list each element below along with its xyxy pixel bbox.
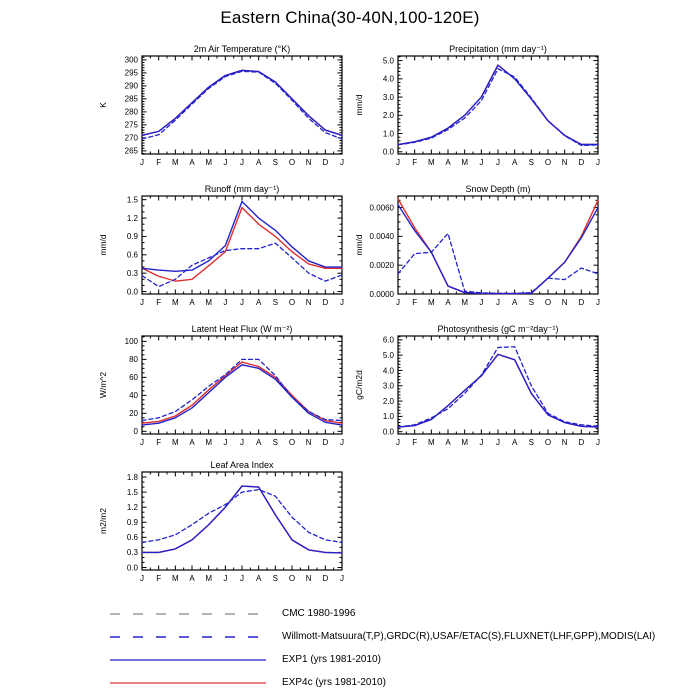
y-tick-labels (370, 203, 395, 298)
svg-text:M: M (205, 574, 213, 583)
svg-text:0.3: 0.3 (126, 268, 138, 278)
svg-text:J: J (340, 298, 344, 307)
series-exp4c-line (142, 486, 342, 553)
svg-text:M: M (171, 438, 179, 447)
x-tick-labels (140, 158, 344, 167)
svg-text:M: M (461, 438, 469, 447)
svg-text:S: S (272, 438, 279, 447)
svg-text:0.6: 0.6 (126, 533, 138, 543)
svg-text:J: J (340, 574, 344, 583)
svg-text:F: F (156, 158, 162, 167)
svg-text:J: J (396, 158, 400, 167)
svg-text:O: O (288, 298, 296, 307)
y-axis-label: mm/d (354, 234, 364, 256)
svg-text:1.2: 1.2 (126, 502, 138, 512)
svg-text:0.0: 0.0 (382, 147, 394, 157)
panel-latent-heat-flux (96, 322, 348, 462)
svg-text:N: N (561, 298, 568, 307)
panel-title: 2m Air Temperature (°K) (193, 44, 291, 54)
svg-text:S: S (528, 298, 535, 307)
svg-text:0.9: 0.9 (126, 518, 138, 528)
series-exp1-line (142, 202, 342, 272)
svg-text:270: 270 (124, 133, 138, 143)
svg-text:J: J (240, 298, 244, 307)
svg-text:275: 275 (124, 120, 138, 130)
svg-text:285: 285 (124, 94, 138, 104)
svg-text:J: J (396, 438, 400, 447)
svg-text:J: J (240, 158, 244, 167)
svg-text:A: A (445, 298, 451, 307)
svg-text:2.0: 2.0 (382, 396, 394, 406)
svg-text:A: A (255, 438, 262, 447)
series-exp4c-line (142, 70, 342, 135)
svg-text:0.0060: 0.0060 (369, 203, 394, 213)
y-axis-label: m2/m2 (98, 508, 108, 534)
svg-text:O: O (544, 438, 552, 447)
svg-text:D: D (578, 158, 585, 167)
svg-text:F: F (156, 574, 162, 583)
svg-text:O: O (288, 574, 296, 583)
svg-text:J: J (479, 298, 484, 307)
svg-text:M: M (461, 298, 469, 307)
x-tick-labels (396, 298, 600, 307)
series-exp1-line (398, 205, 598, 294)
svg-text:N: N (305, 298, 312, 307)
legend-item (108, 625, 668, 648)
series-exp4c-line (398, 65, 598, 144)
chart-photosynthesis (352, 322, 604, 462)
svg-text:A: A (511, 438, 518, 447)
svg-text:J: J (240, 438, 244, 447)
svg-text:F: F (156, 298, 162, 307)
legend-label: Willmott-Matsuura(T,P),GRDC(R),USAF/ETAC(S),FLUXNET(LHF,GPP),MODIS(LAI) (282, 631, 656, 642)
chart-leaf-area-index (96, 458, 348, 598)
y-axis-label: gC/m2d (354, 370, 364, 400)
svg-text:40: 40 (129, 391, 138, 401)
y-axis-label: K (98, 102, 108, 108)
x-tick-labels (140, 438, 344, 447)
y-tick-labels (125, 56, 139, 156)
svg-text:1.8: 1.8 (126, 472, 138, 482)
svg-text:A: A (255, 298, 262, 307)
panel-snow-depth (352, 182, 604, 322)
svg-text:M: M (427, 298, 435, 307)
series-exp1-line (398, 65, 598, 144)
svg-text:A: A (445, 158, 451, 167)
series-obs-line (398, 233, 598, 293)
svg-text:A: A (189, 158, 195, 167)
legend (108, 602, 668, 694)
panel-title: Snow Depth (m) (465, 184, 531, 194)
series-exp1-line (398, 354, 598, 427)
svg-text:D: D (322, 298, 329, 307)
svg-text:280: 280 (124, 107, 138, 117)
panel-title: Runoff (mm day⁻¹) (204, 184, 280, 194)
svg-text:O: O (544, 158, 552, 167)
svg-text:S: S (272, 158, 279, 167)
svg-text:A: A (189, 298, 195, 307)
panel-precipitation (352, 42, 604, 182)
series-exp4c-line (398, 199, 598, 294)
legend-item (108, 671, 668, 694)
svg-text:1.0: 1.0 (382, 129, 394, 139)
svg-text:1.5: 1.5 (126, 195, 138, 205)
svg-text:J: J (596, 298, 600, 307)
x-tick-labels (396, 438, 600, 447)
svg-text:J: J (496, 298, 500, 307)
legend-swatch-dashed (108, 631, 268, 643)
svg-text:0.6: 0.6 (126, 250, 138, 260)
svg-text:A: A (189, 438, 195, 447)
series-exp4c-line (142, 362, 342, 423)
y-tick-labels (127, 473, 139, 572)
svg-text:J: J (240, 574, 244, 583)
chart-runoff (96, 182, 348, 322)
svg-text:F: F (412, 298, 418, 307)
svg-text:2.0: 2.0 (382, 111, 394, 121)
x-tick-labels (140, 298, 344, 307)
svg-text:F: F (412, 158, 418, 167)
svg-text:100: 100 (124, 337, 138, 347)
legend-label: CMC 1980-1996 (282, 608, 356, 619)
figure-title: Eastern China(30-40N,100-120E) (220, 8, 480, 27)
legend-item (108, 648, 668, 671)
series-obs-line (142, 490, 342, 543)
svg-text:D: D (322, 574, 329, 583)
panel-photosynthesis (352, 322, 604, 462)
svg-text:0.0000: 0.0000 (369, 289, 394, 299)
chart-latent-heat-flux (96, 322, 348, 462)
svg-text:290: 290 (124, 81, 138, 91)
legend-swatch-dashed (108, 608, 268, 620)
y-tick-labels (127, 195, 139, 296)
svg-text:D: D (322, 438, 329, 447)
panel-title: Photosynthesis (gC m⁻²day⁻¹) (437, 324, 559, 334)
svg-text:J: J (223, 298, 228, 307)
svg-text:M: M (427, 438, 435, 447)
svg-text:295: 295 (124, 68, 138, 78)
y-tick-labels (383, 56, 395, 156)
chart-snow-depth (352, 182, 604, 322)
svg-text:20: 20 (129, 409, 138, 419)
svg-text:D: D (578, 438, 585, 447)
svg-text:0.3: 0.3 (126, 548, 138, 558)
svg-text:O: O (544, 298, 552, 307)
svg-text:M: M (205, 298, 213, 307)
svg-text:265: 265 (124, 146, 138, 156)
svg-text:M: M (427, 158, 435, 167)
chart-air-temperature (96, 42, 348, 182)
svg-text:F: F (412, 438, 418, 447)
panel-title: Latent Heat Flux (W m⁻²) (191, 324, 293, 334)
svg-text:3.0: 3.0 (382, 381, 394, 391)
svg-text:S: S (272, 574, 279, 583)
svg-text:0: 0 (133, 427, 138, 437)
svg-text:N: N (305, 158, 312, 167)
series-exp1-line (142, 70, 342, 135)
y-tick-labels (125, 337, 139, 436)
svg-text:A: A (445, 438, 451, 447)
svg-text:1.5: 1.5 (126, 487, 138, 497)
svg-text:M: M (205, 438, 213, 447)
svg-text:M: M (205, 158, 213, 167)
svg-text:J: J (479, 438, 484, 447)
svg-text:J: J (140, 158, 144, 167)
svg-text:F: F (156, 438, 162, 447)
svg-text:M: M (171, 158, 179, 167)
svg-text:0.0: 0.0 (382, 427, 394, 437)
svg-text:J: J (340, 438, 344, 447)
svg-text:5.0: 5.0 (382, 350, 394, 360)
svg-text:J: J (596, 158, 600, 167)
svg-text:0.0: 0.0 (126, 287, 138, 297)
svg-text:S: S (528, 438, 535, 447)
y-axis-label: W/m^2 (98, 371, 108, 399)
legend-label: EXP1 (yrs 1981-2010) (282, 654, 381, 665)
svg-text:A: A (255, 158, 262, 167)
x-tick-labels (396, 158, 600, 167)
svg-text:N: N (561, 438, 568, 447)
panel-air-temperature (96, 42, 348, 182)
svg-text:80: 80 (129, 355, 138, 365)
svg-text:6.0: 6.0 (382, 335, 394, 345)
svg-text:A: A (511, 298, 518, 307)
svg-text:J: J (223, 158, 228, 167)
legend-label: EXP4c (yrs 1981-2010) (282, 677, 386, 688)
svg-text:J: J (396, 298, 400, 307)
y-tick-labels (383, 336, 395, 437)
svg-text:A: A (511, 158, 518, 167)
svg-text:J: J (223, 574, 228, 583)
svg-text:O: O (288, 438, 296, 447)
series-exp1-line (142, 486, 342, 553)
panel-runoff (96, 182, 348, 322)
svg-text:O: O (288, 158, 296, 167)
svg-text:J: J (496, 438, 500, 447)
svg-text:J: J (496, 158, 500, 167)
svg-text:1.2: 1.2 (126, 213, 138, 223)
svg-text:0.0040: 0.0040 (369, 232, 394, 242)
series-obs-line (142, 359, 342, 420)
svg-text:J: J (340, 158, 344, 167)
series-obs-line (398, 347, 598, 427)
panel-title: Precipitation (mm day⁻¹) (449, 44, 547, 54)
svg-text:S: S (528, 158, 535, 167)
panel-leaf-area-index (96, 458, 348, 598)
svg-text:J: J (596, 438, 600, 447)
series-exp1-line (142, 365, 342, 425)
svg-text:60: 60 (129, 373, 138, 383)
svg-text:N: N (305, 438, 312, 447)
svg-text:0.9: 0.9 (126, 232, 138, 242)
svg-text:J: J (140, 298, 144, 307)
axis-frame (142, 196, 342, 294)
svg-text:D: D (578, 298, 585, 307)
svg-text:M: M (171, 574, 179, 583)
svg-text:S: S (272, 298, 279, 307)
svg-text:A: A (255, 574, 262, 583)
series-obs-line (142, 71, 342, 139)
svg-text:J: J (479, 158, 484, 167)
series-exp4c-line (142, 208, 342, 282)
svg-text:3.0: 3.0 (382, 92, 394, 102)
svg-text:0.0020: 0.0020 (369, 260, 394, 270)
series-obs-line (398, 69, 598, 146)
chart-precipitation (352, 42, 604, 182)
svg-text:0.0: 0.0 (126, 563, 138, 573)
svg-text:J: J (140, 574, 144, 583)
svg-text:N: N (561, 158, 568, 167)
axis-ticks (142, 196, 342, 294)
legend-swatch-solid (108, 654, 268, 666)
series-exp4c-line (398, 354, 598, 427)
legend-swatch-solid (108, 677, 268, 689)
legend-item (108, 602, 668, 625)
svg-text:J: J (140, 438, 144, 447)
axis-ticks (398, 196, 598, 294)
axis-frame (398, 196, 598, 294)
y-axis-label: mm/d (354, 94, 364, 116)
svg-text:4.0: 4.0 (382, 366, 394, 376)
x-tick-labels (140, 574, 344, 583)
svg-text:N: N (305, 574, 312, 583)
svg-text:J: J (223, 438, 228, 447)
svg-text:300: 300 (124, 55, 138, 65)
panel-title: Leaf Area Index (210, 460, 274, 470)
y-axis-label: mm/d (98, 234, 108, 256)
svg-text:M: M (171, 298, 179, 307)
svg-text:D: D (322, 158, 329, 167)
svg-text:A: A (189, 574, 195, 583)
svg-text:5.0: 5.0 (382, 56, 394, 66)
svg-text:M: M (461, 158, 469, 167)
svg-text:1.0: 1.0 (382, 412, 394, 422)
svg-text:4.0: 4.0 (382, 74, 394, 84)
